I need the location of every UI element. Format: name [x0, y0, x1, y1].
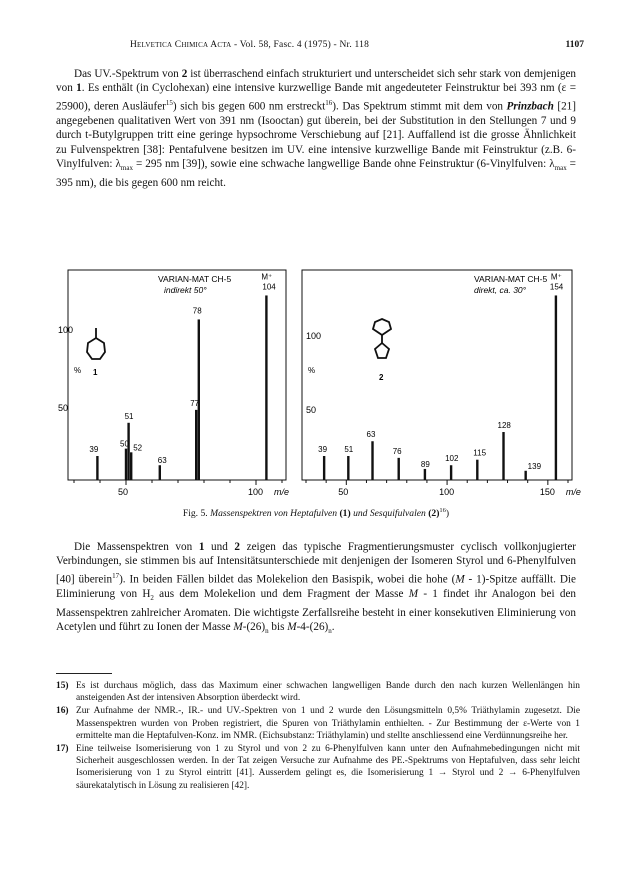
- caption-prefix: Fig. 5.: [182, 508, 211, 520]
- text-run: Die Massenspektren von: [74, 541, 199, 553]
- peak-bar-39: [323, 456, 325, 480]
- peak-bar-51: [127, 423, 129, 480]
- sesquifulvalene-structure: [373, 319, 391, 358]
- peak-bar-128: [502, 432, 504, 480]
- footnote-text: Eine teilweise Isomerisierung von 1 zu Styrol und von 2 zu 6-Phenylfulven kann unter den Aufnahmebedingungen nicht mit Sicherheit ausgeschlossen werden. In der Tat zeigen Versuche zur Aufnahme des PE.-Spektrums von Heptafulven, dass sehr leicht Isomerisierung von 1 zu Styrol eintritt [41]. Ausserdem gelingt es, die Isomerisierung 1 → Styrol und 2 → 6-Phenylfulven säurekatalytisch in Lösung zu realisieren [42].: [76, 744, 580, 791]
- header-sep-2: -: [330, 40, 340, 50]
- right-frame: [302, 270, 572, 480]
- peak-bar-154: [555, 295, 557, 480]
- caption-title: Massenspektren von Heptafulven: [210, 508, 338, 520]
- footnote-rule: [56, 673, 112, 674]
- peak-bar-77: [195, 410, 197, 480]
- journal-name: Helvetica Chimica Acta: [130, 40, 232, 50]
- left-frame: [68, 270, 286, 480]
- right-peak-labels: [318, 272, 564, 470]
- right-ytick-50: 50: [306, 405, 317, 415]
- peak-bar-76: [398, 458, 400, 480]
- page-number: 1107: [565, 40, 584, 50]
- peak-label-39: 39: [89, 445, 99, 455]
- right-ytick-percent: %: [308, 366, 316, 375]
- header-sep-1: -: [231, 40, 240, 50]
- text-run: bis: [268, 621, 288, 633]
- running-header: [0, 40, 624, 54]
- peak-label-154: 154: [549, 282, 564, 292]
- compound-ref: 2: [181, 68, 188, 80]
- left-instrument: VARIAN-MAT CH-5: [158, 274, 232, 284]
- subscript: n: [265, 627, 269, 636]
- subscript: n: [328, 627, 332, 636]
- caption-compound-1: (1): [337, 508, 354, 520]
- peak-label-139: 139: [527, 461, 542, 471]
- right-bars: [323, 295, 557, 480]
- x-unit-label: m/e: [565, 487, 581, 497]
- text-run: .: [331, 621, 335, 633]
- peak-label-77: 77: [190, 398, 200, 408]
- text-run: ). In beiden Fällen bildet das Molekelion den Basispik, wobei die hohe (: [119, 573, 456, 586]
- peak-label-39: 39: [318, 445, 328, 455]
- peak-bar-51: [347, 456, 349, 480]
- peak-label-63: 63: [157, 456, 167, 466]
- footnote-ref: 15: [165, 98, 173, 107]
- author-name: Prinzbach: [506, 100, 554, 113]
- footnote-text: Es ist durchaus möglich, dass das Maximum einer schwachen langwelligen Bande durch den nach kurzen Wellenlängen hin ansteigenden Ast der intensiven Absorption überdeckt wird.: [76, 681, 580, 704]
- right-ytick-100: 100: [306, 331, 322, 341]
- peak-bar-39: [96, 456, 98, 480]
- molecular-ion-label: M⁺: [261, 272, 273, 282]
- text-run: -4-(26): [296, 621, 329, 633]
- compound-ref: 1: [198, 541, 205, 553]
- footnote-number: 17): [56, 744, 69, 755]
- caption-end: ): [445, 508, 450, 520]
- footnote-ref: 16: [325, 98, 333, 107]
- text-run: = 295 nm [39]), sowie eine schwache langwellige Bande ohne Feinstruktur (6-Vinylfulven: λ: [132, 158, 555, 171]
- right-instrument: VARIAN-MAT CH-5: [474, 274, 548, 284]
- text-run: und: [204, 541, 235, 553]
- peak-bar-115: [476, 460, 478, 480]
- text-run: - 1)-Spitze auffällt. Die Eliminierung von H: [56, 573, 576, 600]
- math-symbol: M: [287, 621, 297, 633]
- peak-label-50: 50: [120, 439, 129, 449]
- left-ytick-percent: %: [74, 366, 82, 375]
- peak-label-76: 76: [392, 446, 402, 456]
- subscript: max: [120, 164, 133, 173]
- peak-label-51: 51: [344, 445, 354, 455]
- right-x-axis: [306, 480, 581, 497]
- peak-bar-52: [130, 452, 132, 480]
- text-run: aus dem Molekelion und dem Fragment der Masse: [153, 587, 409, 600]
- math-symbol: M: [455, 573, 465, 586]
- article-number: Nr. 118: [339, 40, 370, 50]
- left-spectrum-panel: [58, 270, 289, 497]
- peak-bar-102: [450, 465, 452, 480]
- peak-label-63: 63: [366, 430, 376, 440]
- subscript: max: [554, 164, 567, 173]
- compound-ref: 2: [234, 541, 241, 553]
- footnote-15: [56, 680, 580, 704]
- right-compound-number: 2: [379, 373, 384, 382]
- text-run: ). Das Spektrum stimmt mit dem von: [332, 100, 507, 113]
- volume: Vol. 58, Fasc. 4 (1975): [239, 40, 331, 50]
- footnotes: [56, 680, 580, 793]
- math-symbol: M: [408, 587, 419, 600]
- text-run: -(26): [242, 621, 266, 633]
- subscript: 2: [150, 594, 154, 603]
- text-run: - 1 findet ihr Analogon bei den Massenspektren zahlreicher Aromaten. Die wichtigste Zerfallsreihe besteht in einer konsekutiven Eliminierung von Acetylen und führt zu Ionen der Masse: [56, 587, 576, 633]
- peak-bar-139: [524, 471, 526, 480]
- peak-bar-63: [371, 441, 373, 480]
- caption-und: und: [353, 508, 368, 520]
- text-run: ) sich bis gegen 600 nm erstreckt: [172, 100, 326, 113]
- footnote-ref: 17: [112, 571, 120, 580]
- peak-label-128: 128: [497, 421, 511, 431]
- left-mode: indirekt 50°: [164, 285, 207, 295]
- text-run: = 395 nm), die bis gegen 600 nm reicht.: [56, 158, 576, 189]
- x-tick-label-150: 150: [539, 487, 555, 497]
- caption-title-2: Sesquifulvalen: [367, 508, 426, 520]
- peak-label-89: 89: [420, 459, 430, 469]
- left-bars: [96, 295, 267, 480]
- math-symbol: M: [233, 621, 243, 633]
- text-run: Das UV.-Spektrum von: [74, 68, 182, 80]
- left-ytick-50: 50: [58, 403, 69, 413]
- peak-label-52: 52: [133, 443, 143, 453]
- footnote-number: 16): [56, 706, 69, 717]
- header-citation: [130, 40, 369, 50]
- text-run: ist überraschend einfach strukturiert und unterscheidet sich sehr stark von demjenigen von: [56, 68, 577, 95]
- text-run: [21] angegebenen qualitativen Wert von 391 nm (Isooctan) gut überein, bei der Substitution in den Stellungen 7 und 9 durch t-Butylgruppen tritt eine geringe hypsochrome Verschiebung auf [21]. Auffallend ist die grosse Ähnlichkeit zu Fulvenspektren [38]: Pentafulvene besitzen im UV. eine intensive kurzwellige Bande mit Feinstruktur (z.B. 6-Vinylfulven: λ: [56, 100, 576, 171]
- heptafulvene-structure: [87, 328, 105, 359]
- x-unit-label: m/e: [274, 487, 290, 497]
- body-paragraph: [56, 540, 576, 639]
- footnote-text: Zur Aufnahme der NMR.-, IR.- und UV.-Spektren von 1 und 2 wurde den Lösungsmitteln 0,5% Triäthylamin zugesetzt. Die Massenspektren wurden von Proben registriert, die Spuren von Triäthylamin enthielten. - Zur Bestimmung der ε-Werte von 1 ermittelte man die Heptafulven-Konz. im NMR. (Eichsubstanz: Triäthylamin) und stellte anschliessend eine Verdünnungsreihe her.: [76, 706, 580, 741]
- compound-ref: 1: [76, 82, 82, 95]
- caption-footnote-ref: 16: [439, 507, 446, 514]
- x-tick-label-100: 100: [439, 487, 455, 497]
- x-tick-label-50: 50: [118, 487, 129, 497]
- x-tick-label-100: 100: [248, 487, 264, 497]
- peak-label-104: 104: [262, 282, 276, 292]
- right-spectrum-panel: [302, 270, 581, 497]
- footnote-17: [56, 743, 580, 792]
- peak-bar-63: [159, 465, 161, 480]
- text-run: . Es enthält (in Cyclohexan) eine intensive kurzwellige Bande mit angedeuteter Feinstruktur bei 393 nm (ε = 25900), deren Ausläufer: [56, 82, 576, 113]
- peak-label-51: 51: [124, 411, 134, 421]
- figure-caption: [56, 507, 576, 519]
- intro-paragraph: [56, 67, 576, 190]
- peak-label-102: 102: [445, 454, 459, 464]
- x-tick-label-50: 50: [338, 487, 349, 497]
- left-ytick-100: 100: [58, 325, 74, 335]
- peak-bar-50: [125, 449, 127, 480]
- right-mode: direkt, ca. 30°: [474, 285, 527, 295]
- peak-label-115: 115: [473, 448, 487, 458]
- peak-label-78: 78: [192, 306, 202, 316]
- peak-bar-104: [265, 295, 267, 480]
- molecular-ion-label: M⁺: [550, 272, 562, 282]
- text-run: zeigen das typische Fragmentierungsmuster cyclisch vollkonjugierter Verbindungen, sie stimmen bis auf Intensitätsunterschiede mit denjenigen der Isomeren Styrol und 6-Phenylfulven [40] überein: [56, 541, 577, 586]
- left-compound-number: 1: [93, 368, 98, 377]
- footnote-16: [56, 705, 580, 742]
- peak-bar-89: [424, 469, 426, 480]
- footnote-number: 15): [56, 681, 69, 691]
- left-peak-labels: [89, 272, 276, 465]
- mass-spectra-figure: [56, 269, 581, 502]
- left-x-axis: [74, 480, 289, 497]
- caption-compound-2: (2): [425, 508, 440, 520]
